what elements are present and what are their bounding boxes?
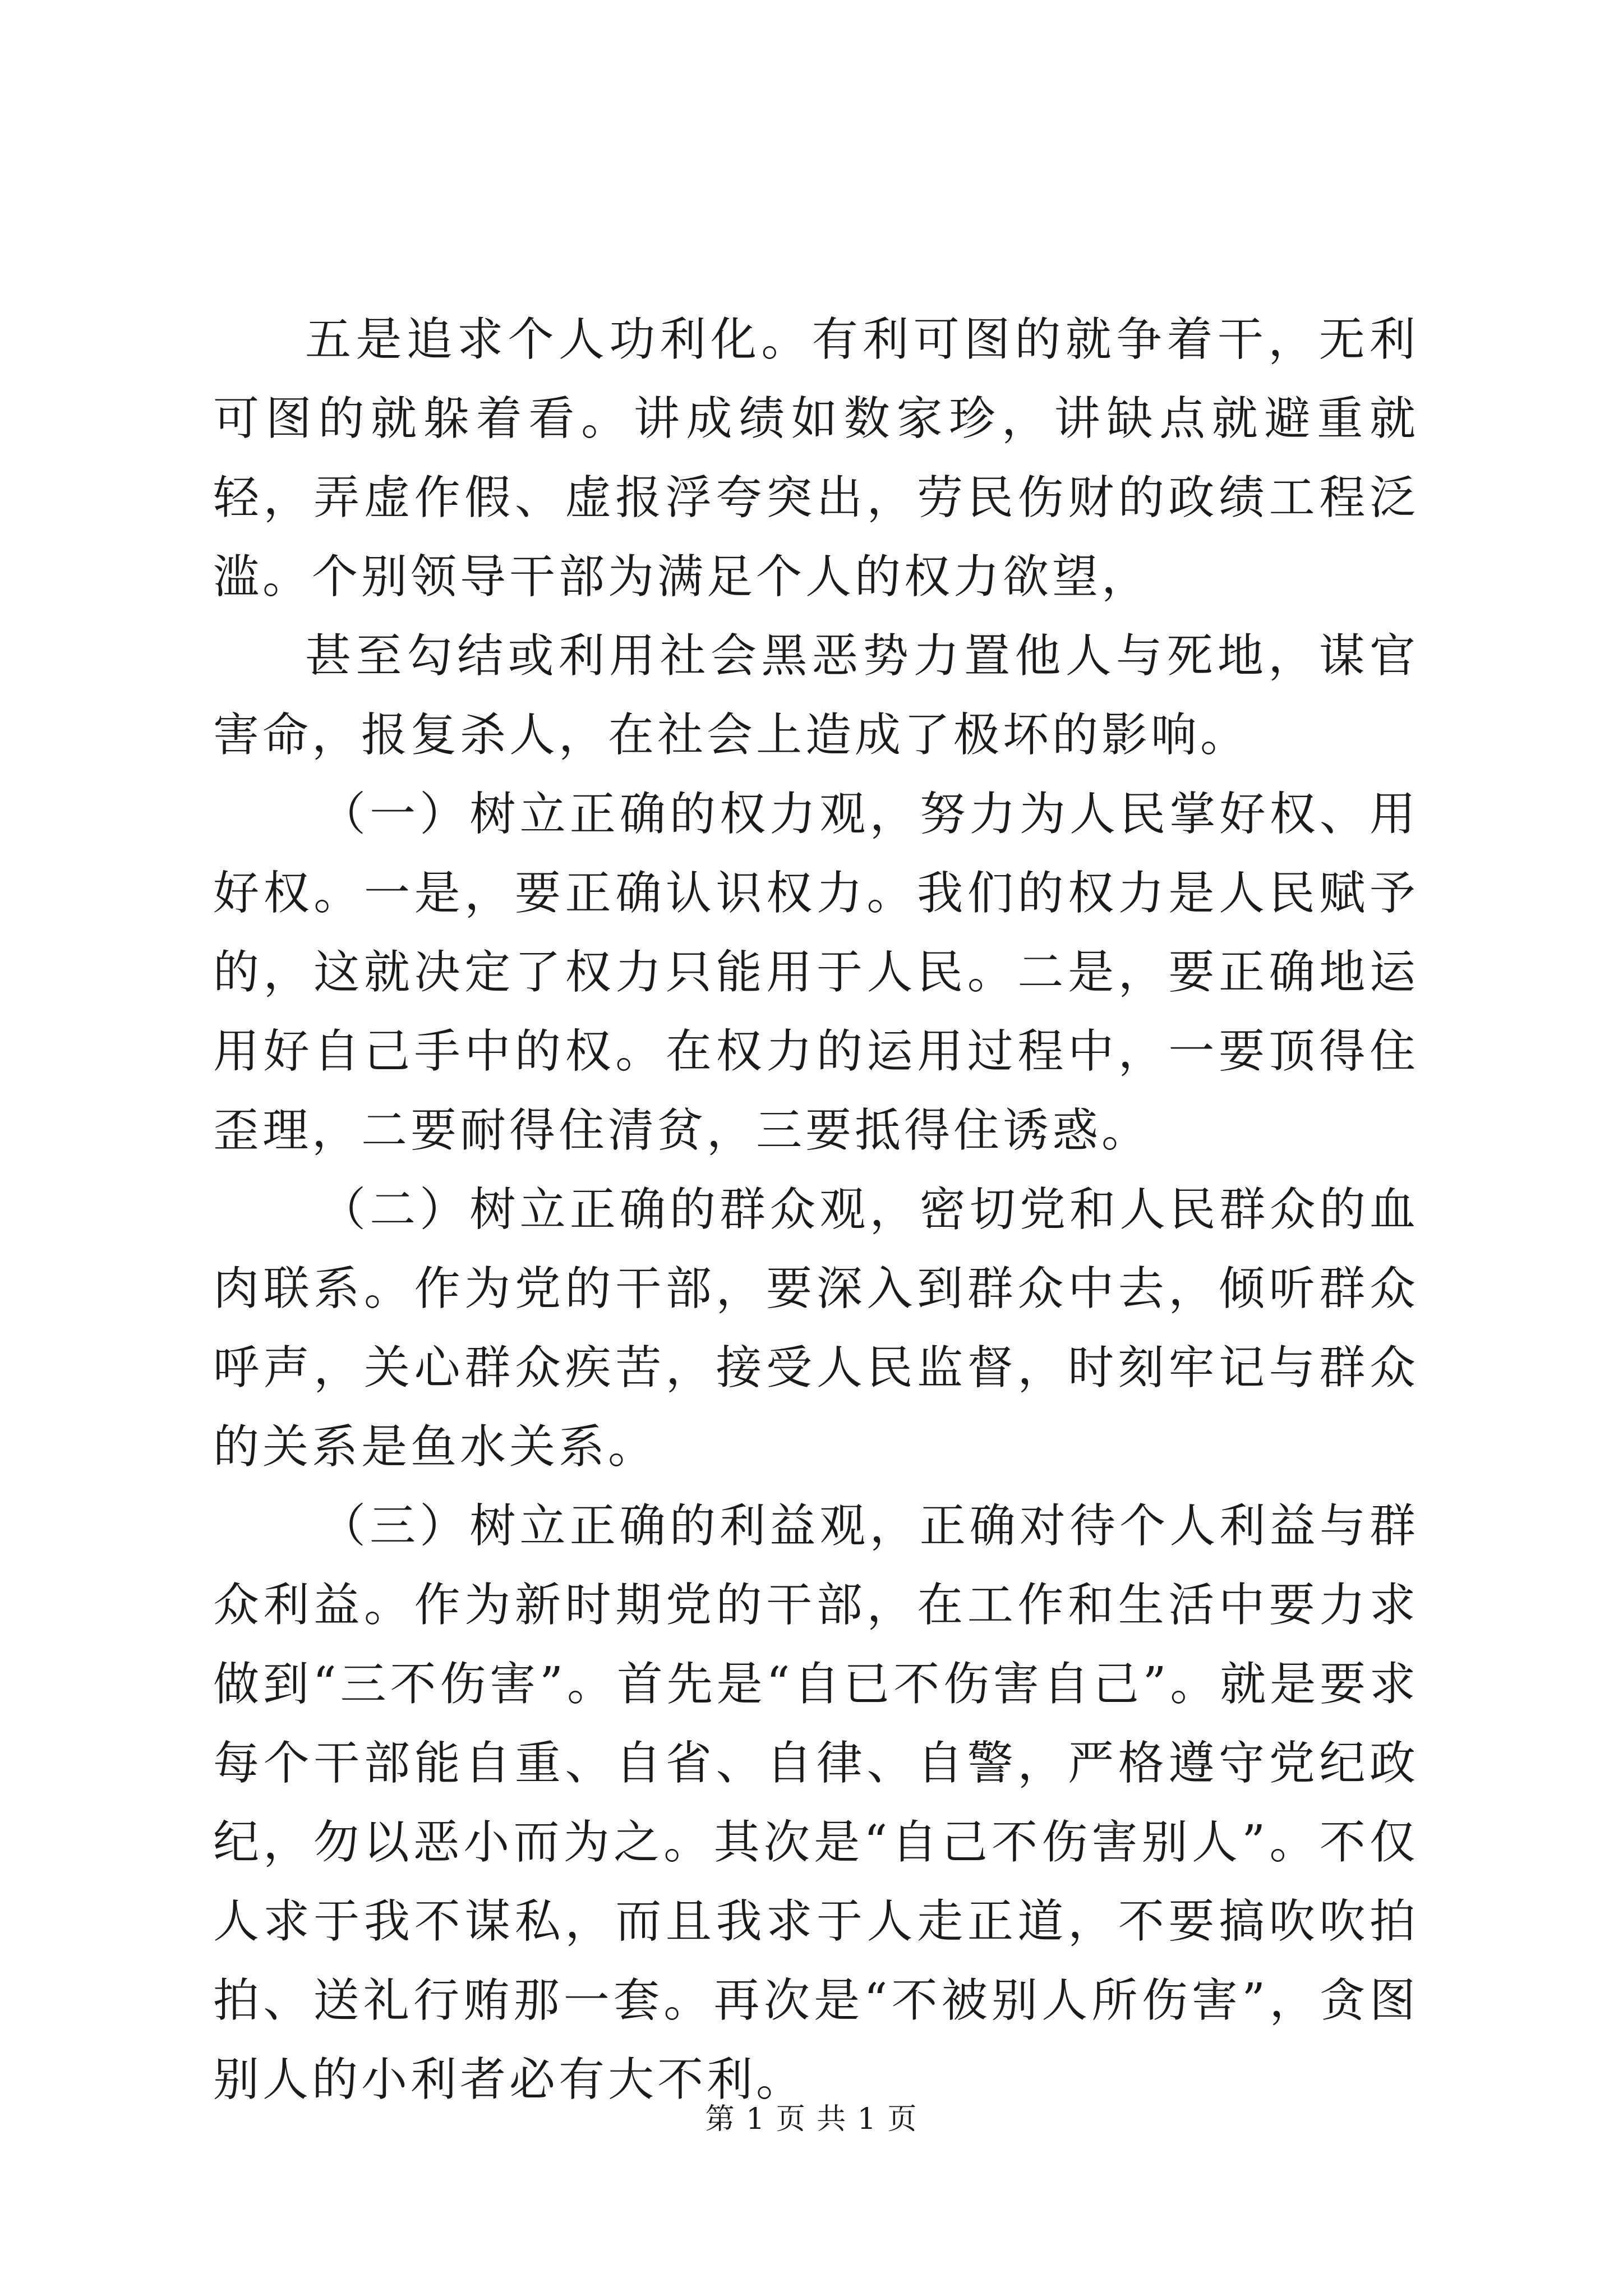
paragraph-view-of-power: （一）树立正确的权力观，努力为人民掌好权、用好权。一是，要正确认识权力。我们的权力是人民赋予的，这就决定了权力只能用于人民。二是，要正确地运用好自己手中的权。在权力的运用过程中，一要顶得住歪理，二要耐得住清贫，三要抵得住诱惑。 xyxy=(213,788,1419,1157)
document-body xyxy=(213,300,1419,2119)
paragraph-personal-gain: 五是追求个人功利化。有利可图的就争着干，无利可图的就躲着看。讲成绩如数家珍，讲缺点就避重就轻，弄虚作假、虚报浮夸突出，劳民伤财的政绩工程泛滥。个别领导干部为满足个人的权力欲望， xyxy=(213,313,1419,604)
paragraph-view-of-interests: （三）树立正确的利益观，正确对待个人利益与群众利益。作为新时期党的干部，在工作和生活中要力求做到“三不伤害”。首先是“自已不伤害自己”。就是要求每个干部能自重、自省、自律、自警，严格遵守党纪政纪，勿以恶小而为之。其次是“自己不伤害别人”。不仅人求于我不谋私，而且我求于人走正道，不要搞吹吹拍拍、送礼行贿那一套。再次是“不被别人所伤害”，贪图别人的小利者必有大不利。 xyxy=(213,1499,1419,2106)
paragraph-criminal-influence: 甚至勾结或利用社会黑恶势力置他人与死地，谋官害命，报复杀人，在社会上造成了极坏的影响。 xyxy=(213,629,1419,762)
paragraph-view-of-masses: （二）树立正确的群众观，密切党和人民群众的血肉联系。作为党的干部，要深入到群众中去，倾听群众呼声，关心群众疾苦，接受人民监督，时刻牢记与群众的关系是鱼水关系。 xyxy=(213,1183,1419,1474)
page-number-footer: 第 1 页 共 1 页 xyxy=(705,2102,918,2136)
